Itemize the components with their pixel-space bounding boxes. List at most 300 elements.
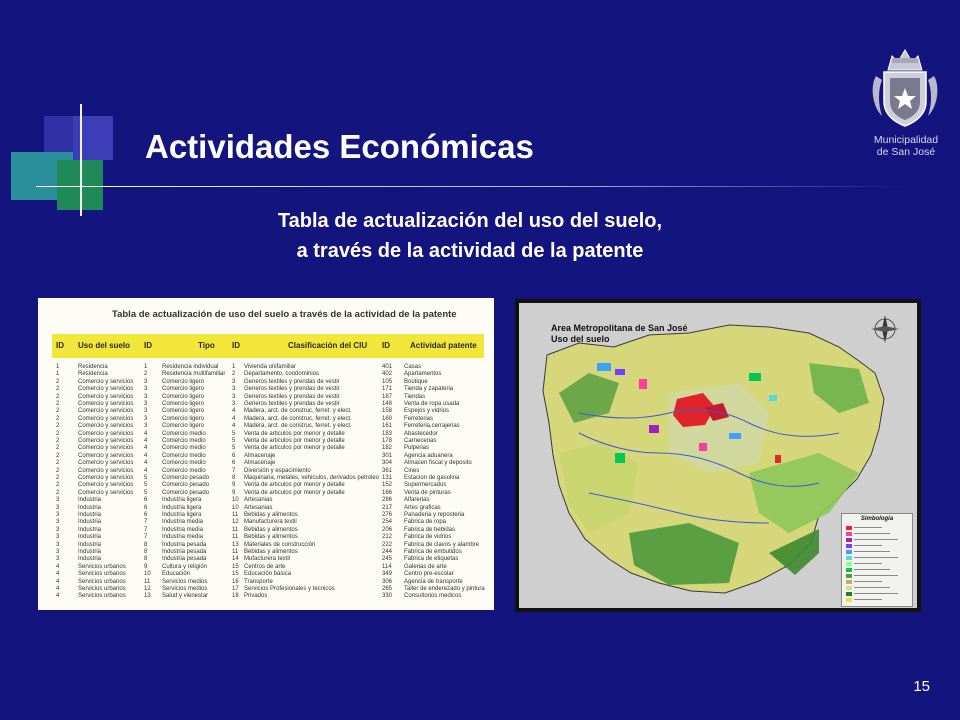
table-cell: Comercio y servicios <box>78 482 134 489</box>
table-row <box>52 431 484 438</box>
table-cell: Industria pesada <box>162 541 207 548</box>
landuse-block <box>749 373 761 381</box>
table-cell: Industria <box>78 504 102 511</box>
table-cell: 1 <box>144 364 148 370</box>
table-cell: 349 <box>382 571 393 578</box>
table-cell: Manufacturera textil <box>244 519 297 526</box>
map-legend <box>841 513 913 607</box>
table-cell: 2 <box>56 438 60 444</box>
table-cell: Vivienda unifamiliar <box>244 364 296 370</box>
table-cell: 2 <box>56 467 60 474</box>
table-cell: 1 <box>56 364 60 370</box>
table-row <box>52 475 484 482</box>
table-cell: Galerias de arte <box>404 563 447 570</box>
table-cell: Industria ligera <box>162 512 202 518</box>
table-cell: Consultorios medicos <box>404 593 462 600</box>
table-row <box>52 505 484 512</box>
legend-swatch <box>846 532 852 536</box>
table-cell: Agencia aduanera <box>404 452 453 459</box>
table-cell: Comercio y servicios <box>78 489 134 496</box>
table-title: Tabla de actualización de uso del suelo a través de la actividad de la patente <box>112 309 457 320</box>
legend-swatch <box>846 592 852 596</box>
table-cell: 3 <box>56 549 60 555</box>
legend-swatch <box>846 556 852 560</box>
table-cell: Servicios medios <box>162 586 208 592</box>
table-cell: Comercio pesado <box>162 475 210 481</box>
table-cell: Comercio ligero <box>162 401 205 407</box>
table-cell: Comercio ligero <box>162 393 205 400</box>
logo-caption-line2: de San José <box>876 146 936 158</box>
table-cell: 8 <box>144 549 148 555</box>
table-cell: 1 <box>56 371 60 378</box>
table-cell: Casas <box>404 364 422 370</box>
map-title-line2: Uso del suelo <box>551 334 610 344</box>
table-cell: Comercio y servicios <box>78 430 134 437</box>
table-cell: 166 <box>382 489 393 496</box>
table-cell: 4 <box>56 578 60 585</box>
table-cell: Panaderia y reposteria <box>404 512 465 518</box>
slide-title: Actividades Económicas <box>145 128 534 165</box>
table-cell: 4 <box>144 452 148 459</box>
table-cell: 9 <box>232 489 236 496</box>
table-row <box>52 394 484 401</box>
table-cell: 12 <box>144 586 151 592</box>
table-cell: Comercio y servicios <box>78 475 134 481</box>
table-cell: 2 <box>232 371 236 378</box>
table-cell: 7 <box>144 526 148 533</box>
table-cell: Residencia multifamiliar <box>162 371 226 378</box>
subtitle-line-1: Tabla de actualización del uso del suelo, <box>277 210 663 232</box>
table-cell: Comercio y servicios <box>78 401 134 407</box>
table-cell: 3 <box>232 393 236 400</box>
legend-swatch <box>846 574 852 578</box>
table-cell: 3 <box>56 556 60 563</box>
table-cell: Cines <box>404 467 420 474</box>
table-cell: 3 <box>56 519 60 526</box>
map-title <box>551 323 688 345</box>
table-row <box>52 534 484 541</box>
table-cell: Industria <box>78 526 102 533</box>
table-cell: 2 <box>56 386 60 393</box>
table-cell: 265 <box>382 586 393 592</box>
table-row <box>52 453 484 460</box>
table-cell: 11 <box>232 512 239 518</box>
table-cell: Espejos y vidrios <box>404 408 450 415</box>
table-row <box>52 379 484 386</box>
table-cell: Industria <box>78 556 102 563</box>
table-cell: Comercio ligero <box>162 415 205 422</box>
table-cell: 2 <box>56 445 60 452</box>
table-cell: 3 <box>144 378 148 385</box>
table-cell: 11 <box>144 578 151 585</box>
table-cell: 5 <box>144 475 148 481</box>
table-cell: Artes graficas <box>404 504 441 511</box>
table-cell: 4 <box>232 415 236 422</box>
table-cell: Industria <box>78 541 102 548</box>
table-cell: 254 <box>382 519 393 526</box>
table-cell: 304 <box>382 460 393 467</box>
table-cell: 361 <box>382 467 393 474</box>
legend-label-placeholder <box>854 563 882 564</box>
table-cell: Industria <box>78 512 102 518</box>
table-cell: Comercio y servicios <box>78 386 134 393</box>
table-cell: 11 <box>232 526 239 533</box>
table-cell: Carnecerias <box>404 438 437 444</box>
table-row <box>52 593 484 600</box>
table-cell: Fabrica de ropa <box>404 519 447 526</box>
table-cell: Comercio medio <box>162 467 206 474</box>
table-cell: 286 <box>382 497 393 504</box>
table-cell: 10 <box>144 571 151 578</box>
table-cell: Comercio medio <box>162 460 206 467</box>
table-cell: 206 <box>382 526 393 533</box>
legend-swatch <box>846 580 852 584</box>
table-cell: Residencia <box>78 364 108 370</box>
table-cell: 276 <box>382 512 393 518</box>
table-row <box>52 423 484 430</box>
table-cell: 8 <box>232 475 236 481</box>
table-cell: Industria <box>78 497 102 504</box>
table-cell: 2 <box>56 430 60 437</box>
land-use-table-image <box>38 298 494 610</box>
table-cell: 14 <box>232 556 239 563</box>
table-cell: 6 <box>144 512 148 518</box>
table-cell: Industria media <box>162 534 204 541</box>
table-cell: Diversión y espacimiento <box>244 467 311 474</box>
table-row <box>52 497 484 504</box>
table-header-cell: Clasificación del CIU <box>288 341 368 350</box>
table-header-cell: ID <box>232 341 240 350</box>
table-cell: 4 <box>56 563 60 570</box>
table-cell: Comercio y servicios <box>78 393 134 400</box>
legend-label-placeholder <box>854 581 882 582</box>
table-cell: Salud y vienestar <box>162 593 209 600</box>
table-row <box>52 401 484 408</box>
table-row <box>52 408 484 415</box>
table-row <box>52 460 484 467</box>
table-cell: Fabrica de clavos y alambre <box>404 541 480 548</box>
table-cell: Educación básica <box>244 571 292 578</box>
legend-swatch <box>846 586 852 590</box>
landuse-block <box>729 433 741 439</box>
legend-swatch <box>846 544 852 548</box>
table-row <box>52 519 484 526</box>
table-row <box>52 468 484 475</box>
legend-swatch <box>846 562 852 566</box>
table-cell: 105 <box>382 378 393 385</box>
table-cell: Generos textiles y prendas de vestir <box>244 378 340 385</box>
table-cell: Ferreterias <box>404 415 434 422</box>
table-cell: 244 <box>382 549 393 555</box>
table-cell: Madera, arct. de construc, ferret. y elect. <box>244 408 352 415</box>
table-cell: Fabrica de vidrios <box>404 534 452 541</box>
table-cell: Comercio y servicios <box>78 452 134 459</box>
table-cell: Comercio medio <box>162 452 206 459</box>
table-cell: 3 <box>144 415 148 422</box>
table-row <box>52 416 484 423</box>
table-cell: Servicios urbanos <box>78 563 126 570</box>
table-cell: Madera, arct. de construc, ferret. y elect. <box>244 415 352 422</box>
table-cell: 5 <box>232 438 236 444</box>
table-row <box>52 371 484 378</box>
table-cell: 2 <box>56 378 60 385</box>
table-cell: Generos textiles y prendas de vestir <box>244 401 340 407</box>
coat-of-arms-logo <box>868 42 942 132</box>
table-cell: Industria media <box>162 519 204 526</box>
table-cell: Cultura y religión <box>162 563 208 570</box>
legend-swatch <box>846 538 852 542</box>
legend-label-placeholder <box>854 569 890 570</box>
table-cell: 301 <box>382 452 393 459</box>
table-cell: Fabrica de embutidos <box>404 549 462 555</box>
table-row <box>52 571 484 578</box>
table-cell: 3 <box>144 401 148 407</box>
legend-label-placeholder <box>854 593 898 594</box>
table-cell: Industria <box>78 534 102 541</box>
legend-label-placeholder <box>854 587 890 588</box>
table-cell: 152 <box>382 482 393 489</box>
legend-label-placeholder <box>854 527 882 528</box>
table-header-cell: ID <box>56 341 64 350</box>
table-cell: Servicios medios <box>162 578 208 585</box>
table-cell: Comercio y servicios <box>78 438 134 444</box>
table-cell: Comercio ligero <box>162 386 205 393</box>
table-cell: 401 <box>382 364 393 370</box>
table-cell: 6 <box>232 452 236 459</box>
table-cell: 2 <box>56 489 60 496</box>
table-cell: Bebidas y alimentos <box>244 549 298 555</box>
table-cell: 5 <box>232 430 236 437</box>
legend-title: Simbología <box>860 516 894 522</box>
table-cell: 15 <box>232 571 239 578</box>
landuse-block <box>597 363 611 371</box>
table-cell: 5 <box>232 445 236 452</box>
table-cell: 18 <box>232 593 239 600</box>
table-cell: 3 <box>56 541 60 548</box>
legend-label-placeholder <box>854 533 890 534</box>
table-cell: 2 <box>56 393 60 400</box>
table-cell: 6 <box>144 497 148 504</box>
table-cell: 2 <box>56 401 60 407</box>
table-cell: 222 <box>382 541 393 548</box>
table-row <box>52 438 484 445</box>
table-cell: 2 <box>56 452 60 459</box>
land-use-map-image <box>515 299 921 612</box>
table-cell: Centro pre-escolar <box>404 571 454 578</box>
table-header-cell: ID <box>382 341 390 350</box>
table-cell: 330 <box>382 593 393 600</box>
table-cell: Servicios urbanos <box>78 578 126 585</box>
table-row <box>52 512 484 519</box>
table-cell: Industria media <box>162 526 204 533</box>
table-cell: Privados <box>244 593 268 600</box>
table-cell: 402 <box>382 371 393 378</box>
logo-caption <box>846 134 960 158</box>
table-cell: 4 <box>144 438 148 444</box>
table-cell: Venta de articulos por menor y detalle <box>244 430 345 437</box>
table-cell: 160 <box>382 415 393 422</box>
table-cell: 3 <box>144 393 148 400</box>
table-cell: Generos textiles y prendas de vestir <box>244 393 340 400</box>
table-header <box>52 334 484 358</box>
subtitle-line-2: a través de la actividad de la patente <box>296 240 644 262</box>
table-cell: 3 <box>56 534 60 541</box>
table-cell: Comercio medio <box>162 445 206 452</box>
table-cell: Almacen fiscal y deposito <box>404 460 472 467</box>
table-row <box>52 542 484 549</box>
table-cell: Comercio y servicios <box>78 460 134 467</box>
table-cell: Comercio medio <box>162 430 206 437</box>
table-cell: Artesanias <box>244 497 273 504</box>
table-cell: Comercio y servicios <box>78 423 134 430</box>
legend-swatch <box>846 526 852 530</box>
table-cell: Venta de articulos por menor y detalle <box>244 482 345 489</box>
table-cell: 11 <box>232 534 239 541</box>
table-header-cell: Tipo <box>198 341 215 350</box>
table-cell: Mufacturera textil <box>244 556 291 563</box>
table-cell: Comercio y servicios <box>78 445 134 452</box>
table-cell: 17 <box>232 586 239 592</box>
title-underline <box>36 186 906 187</box>
table-cell: 171 <box>382 386 393 393</box>
table-cell: 2 <box>56 482 60 489</box>
landuse-block <box>769 395 777 401</box>
table-cell: Comercio ligero <box>162 378 205 385</box>
table-cell: Servicios urbanos <box>78 593 126 600</box>
table-cell: Fabrica de etiquetas <box>404 556 459 563</box>
table-cell: 1 <box>232 364 236 370</box>
table-cell: 8 <box>144 556 148 563</box>
table-cell: Comercio ligero <box>162 423 205 430</box>
table-cell: Educación <box>162 571 191 578</box>
table-cell: Alfarerias <box>404 497 430 504</box>
table-row <box>52 445 484 452</box>
table-cell: 2 <box>56 460 60 467</box>
table-row <box>52 556 484 563</box>
table-row <box>52 564 484 571</box>
landuse-block <box>615 453 625 463</box>
table-cell: 5 <box>144 489 148 496</box>
table-cell: Maquinaria, metales, vehiculos, derivados petroleo <box>244 475 380 481</box>
table-cell: 4 <box>144 460 148 467</box>
table-cell: 3 <box>144 386 148 393</box>
legend-swatch <box>846 550 852 554</box>
table-cell: 4 <box>144 430 148 437</box>
landuse-block <box>699 443 707 451</box>
table-cell: 4 <box>56 593 60 600</box>
table-header-cell: Actividad patente <box>410 341 477 350</box>
table-cell: 2 <box>56 408 60 415</box>
table-cell: 10 <box>232 497 239 504</box>
table-cell: Bebidas y alimentos <box>244 512 298 518</box>
table-cell: 13 <box>144 593 151 600</box>
table-cell: 3 <box>232 378 236 385</box>
table-cell: Venta de articulos por menor y detalle <box>244 489 345 496</box>
table-cell: 3 <box>144 408 148 415</box>
table-cell: Industria <box>78 519 102 526</box>
table-cell: 178 <box>382 438 393 444</box>
table-cell: Fabrica de bebidas <box>404 526 456 533</box>
table-cell: 6 <box>232 460 236 467</box>
table-cell: Tiendas <box>404 393 426 400</box>
table-cell: Pulperias <box>404 445 430 452</box>
table-cell: 158 <box>382 408 393 415</box>
table-cell: 3 <box>56 512 60 518</box>
table-cell: Venta de pinturas <box>404 489 451 496</box>
table-row <box>52 386 484 393</box>
table-cell: 5 <box>144 482 148 489</box>
table-cell: 212 <box>382 534 393 541</box>
table-cell: 3 <box>56 497 60 504</box>
table-cell: Departamento, condominios <box>244 371 320 378</box>
table-cell: Artesanias <box>244 504 273 511</box>
table-cell: 7 <box>144 519 148 526</box>
table-cell: Comercio y servicios <box>78 408 134 415</box>
legend-swatch <box>846 568 852 572</box>
decorative-vertical-line <box>80 104 82 216</box>
table-cell: 16 <box>232 578 239 585</box>
table-cell: Servicios Profesionales y tecnicos <box>244 586 335 592</box>
table-cell: Abastecedor <box>404 430 438 437</box>
landuse-block <box>615 369 625 375</box>
table-cell: Centros de arte <box>244 563 286 570</box>
table-cell: Residencia <box>78 371 108 378</box>
table-cell: Apartamentos <box>404 371 442 378</box>
table-cell: Servicios urbanos <box>78 571 126 578</box>
table-cell: Venta de articulos por menor y detalle <box>244 445 345 452</box>
page-number: 15 <box>913 678 930 695</box>
table-cell: Materiales de construcción <box>244 541 316 548</box>
table-cell: 15 <box>232 563 239 570</box>
legend-label-placeholder <box>854 545 882 546</box>
table-cell: 4 <box>56 586 60 592</box>
table-cell: 182 <box>382 445 393 452</box>
north-arrow <box>871 315 899 343</box>
table-header-cell: ID <box>144 341 152 350</box>
table-cell: Industria pesada <box>162 549 207 555</box>
table-cell: 2 <box>144 371 148 378</box>
table-cell: 187 <box>382 393 393 400</box>
legend-label-placeholder <box>854 599 882 600</box>
table-cell: Industria <box>78 549 102 555</box>
table-cell: 6 <box>144 504 148 511</box>
landuse-block <box>649 425 659 433</box>
table-cell: Industria ligera <box>162 504 202 511</box>
slide-subtitle <box>0 206 940 266</box>
table-cell: Comercio medio <box>162 438 206 444</box>
table-row <box>52 586 484 593</box>
table-cell: Agencia de transporte <box>404 578 463 585</box>
table-cell: 4 <box>56 571 60 578</box>
table-cell: Estacion de gasolina <box>404 475 460 481</box>
table-cell: 4 <box>144 467 148 474</box>
table-cell: 2 <box>56 415 60 422</box>
table-cell: Venta de articulos por menor y detalle <box>244 438 345 444</box>
table-cell: 4 <box>232 408 236 415</box>
table-cell: Madera, arct. de construc, ferret. y elect. <box>244 423 352 430</box>
table-body <box>52 364 484 604</box>
table-cell: 8 <box>144 541 148 548</box>
table-cell: 306 <box>382 578 393 585</box>
table-cell: 4 <box>144 445 148 452</box>
legend-label-placeholder <box>854 557 898 558</box>
table-row <box>52 579 484 586</box>
table-cell: 3 <box>56 526 60 533</box>
table-cell: 161 <box>382 423 393 430</box>
table-cell: 7 <box>144 534 148 541</box>
table-cell: Venta de ropa usada <box>404 401 460 407</box>
table-cell: 11 <box>232 549 239 555</box>
